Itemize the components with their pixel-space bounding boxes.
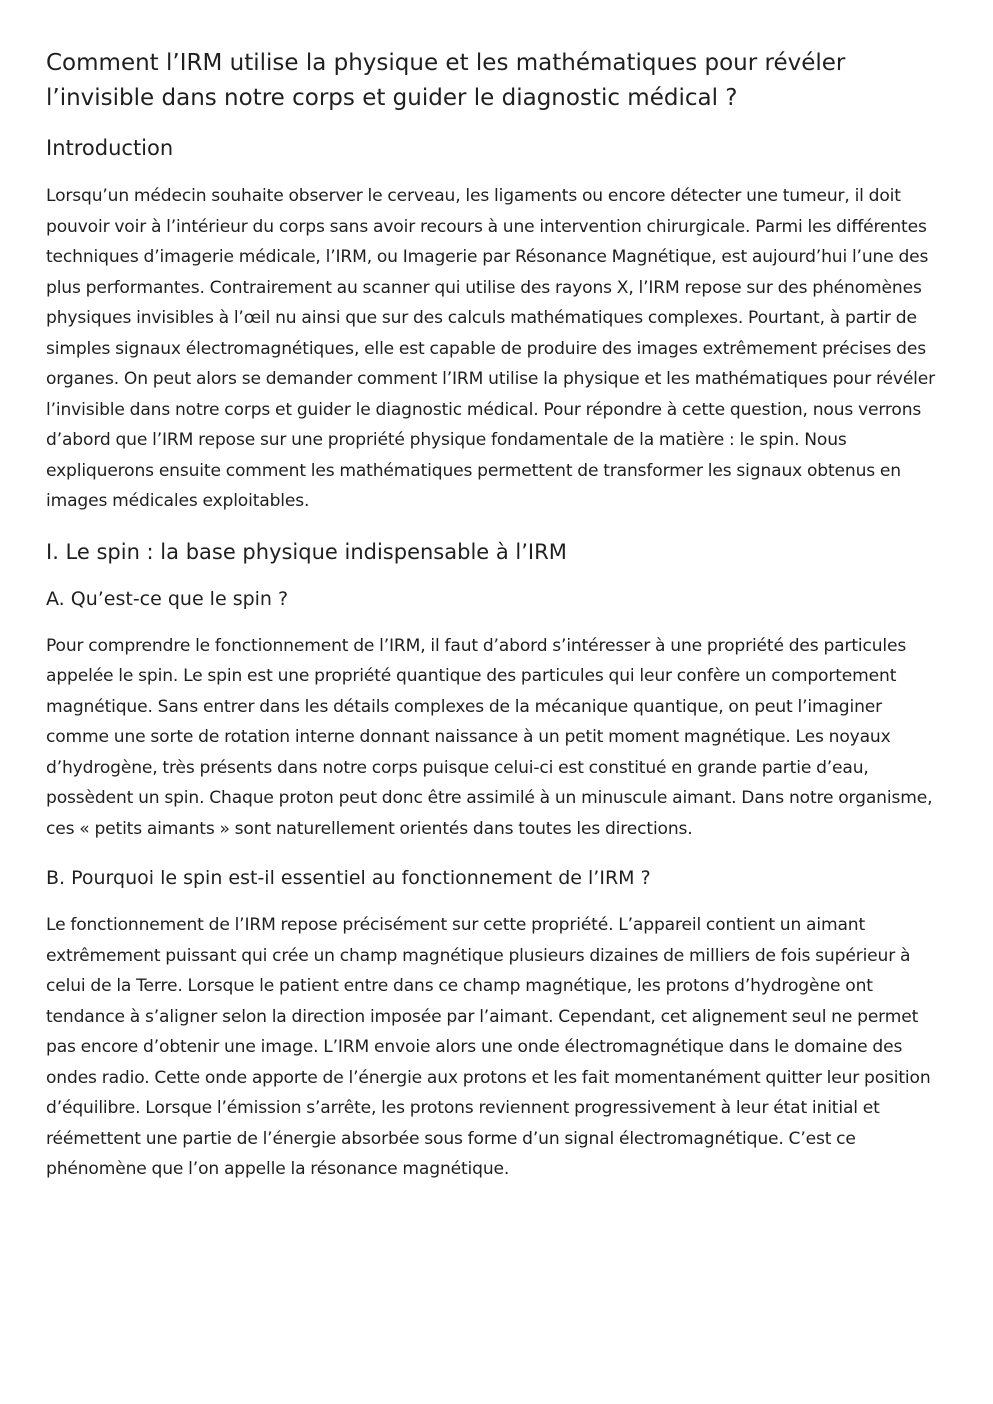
spin-definition-paragraph: Pour comprendre le fonctionnement de l’IRM, il faut d’abord s’intéresser à une propriété des particules appelée le spin. Le spin est une propriété quantique des particules qui leur confère un comportement magnétique. Sans entrer dans les détails complexes de la mécanique quantique, on peut l’imaginer comme une sorte de rotation interne donnant naissance à un petit moment magnétique. Les noyaux d’hydrogène, très présents dans notre corps puisque celui-ci est constitué en grande partie d’eau, possèdent un spin. Chaque proton peut donc être assimilé à un minuscule aimant. Dans notre organisme, ces « petits aimants » sont naturellement orientés dans toutes les directions. [46, 635, 933, 839]
subsection-heading-spin-definition: A. Qu’est-ce que le spin ? [46, 587, 289, 610]
subsection-heading-spin-importance: B. Pourquoi le spin est-il essentiel au fonctionnement de l’IRM ? [46, 867, 651, 889]
spin-importance-paragraph: Le fonctionnement de l’IRM repose précisément sur cette propriété. L’appareil contient un aimant extrêmement puissant qui crée un champ magnétique plusieurs dizaines de milliers de fois supérieur à celui de la Terre. Lorsque le patient entre dans ce champ magnétique, les protons d’hydrogène ont tendance à s’aligner selon la direction imposée par l’aimant. Cependant, cet alignement seul ne permet pas encore d’obtenir une image. L’IRM envoie alors une onde électromagnétique dans le domaine des ondes radio. Cette onde apporte de l’énergie aux protons et les fait momentanément quitter leur position d’équilibre. Lorsque l’émission s’arrête, les protons reviennent progressivement à leur état initial et réémettent une partie de l’énergie absorbée sous forme d’un signal électromagnétique. C’est ce phénomène que l’on appelle la résonance magnétique. [46, 915, 931, 1179]
section-heading-introduction: Introduction [46, 136, 174, 160]
section-heading-spin: I. Le spin : la base physique indispensable à l’IRM [46, 539, 567, 564]
introduction-paragraph: Lorsqu’un médecin souhaite observer le cerveau, les ligaments ou encore détecter une tumeur, il doit pouvoir voir à l’intérieur du corps sans avoir recours à une intervention chirurgicale. Parmi les différentes techniques d’imagerie médicale, l’IRM, ou Imagerie par Résonance Magnétique, est aujourd’hui l’une des plus performantes. Contrairement au scanner qui utilise des rayons X, l’IRM repose sur des phénomènes physiques invisibles à l’œil nu ainsi que sur des calculs mathématiques complexes. Pourtant, à partir de simples signaux électromagnétiques, elle est capable de produire des images extrêmement précises des organes. On peut alors se demander comment l’IRM utilise la physique et les mathématiques pour révéler l’invisible dans notre corps et guider le diagnostic médical. Pour répondre à cette question, nous verrons d’abord que l’IRM repose sur une propriété physique fondamentale de la matière : le spin. Nous expliquerons ensuite comment les mathématiques permettent de transformer les signaux obtenus en images médicales exploitables. [46, 186, 936, 511]
document-title: Comment l’IRM utilise la physique et les mathématiques pour révéler l’invisible dans notre corps et guider le diagnostic médical ? [46, 50, 846, 111]
